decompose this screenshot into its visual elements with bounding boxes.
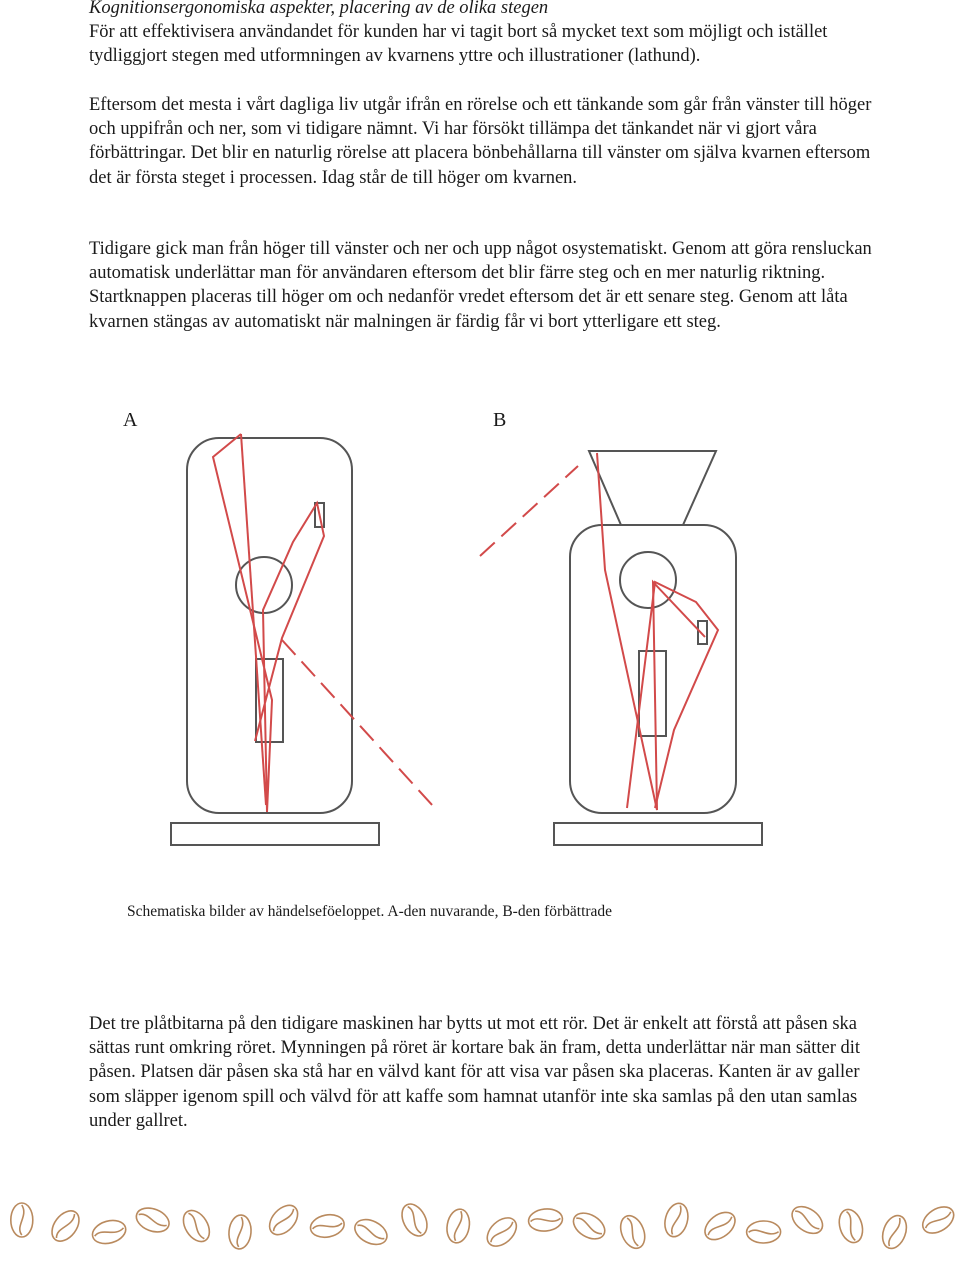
paragraph-intro: För att effektivisera användandet för kunden har vi tagit bort så mycket text som möjligt och istället tydliggjort stegen med utformningen av kvarnens yttre och illustrationer (lathund). [89, 22, 828, 67]
grinder-a-user-path [213, 434, 324, 812]
coffee-bean-icon [46, 1206, 84, 1246]
grinder-b-button [698, 621, 707, 644]
grinder-a-path [213, 434, 433, 812]
grinder-b-path [480, 453, 718, 810]
coffee-bean-icon [444, 1207, 472, 1244]
grinder-b-hopper [589, 451, 716, 525]
grinder-b-dashed-path [480, 466, 578, 556]
figure-label-a: A [123, 409, 138, 431]
grinder-b-dial [620, 552, 676, 608]
grinder-b-body [570, 525, 736, 813]
coffee-bean-icon [482, 1212, 522, 1251]
coffee-bean-icon [569, 1208, 609, 1244]
grinder-b-base [554, 823, 762, 845]
coffee-bean-icon [228, 1214, 253, 1250]
coffee-bean-icon [527, 1207, 563, 1232]
coffee-bean-icon [835, 1207, 866, 1246]
coffee-bean-icon [90, 1217, 129, 1248]
grinder-b-user-path-2 [627, 582, 718, 808]
coffee-bean-icon [351, 1215, 391, 1250]
coffee-bean-icon [264, 1200, 303, 1240]
coffee-bean-icon [700, 1207, 740, 1245]
coffee-bean-icon [918, 1202, 958, 1239]
coffee-bean-icon [133, 1204, 173, 1237]
coffee-bean-icon [309, 1212, 347, 1240]
paragraph-tube: Det tre plåtbitarna på den tidigare maskinen har bytts ut mot ett rör. Det är enkelt att förstå att påsen ska sättas runt omkring röret. Mynningen på röret är kortare bak än fram, detta underlättar när man sätter dit påsen. Platsen där påsen ska stå har en välvd kant för att visa var påsen ska placeras. Kanten är av galler som släpper igenom spill och välvd för att kaffe som hamnat utanför inte ska samlas på den utan samlas under gallret. [89, 1014, 861, 1131]
grinder-b-outline [554, 451, 762, 845]
coffee-bean-icon [661, 1201, 691, 1240]
figure-caption: Schematiska bilder av händelseföeloppet. A-den nuvarande, B-den förbättrade [127, 903, 613, 920]
grinder-a-base [171, 823, 379, 845]
grinder-a-outline [171, 438, 379, 845]
coffee-bean-icon [787, 1201, 827, 1239]
coffee-bean-icon [397, 1200, 432, 1240]
grinder-a-dashed-path [282, 640, 433, 806]
coffee-bean-border [0, 1190, 960, 1261]
coffee-bean-icon [616, 1212, 649, 1252]
section-heading: Kognitionsergonomiska aspekter, placering av de olika stegen [89, 0, 549, 18]
coffee-bean-icon [746, 1221, 780, 1244]
paragraph-reading-direction: Eftersom det mesta i vårt dagliga liv utgår ifrån en rörelse och ett tänkande som går från vänster till höger och uppifrån och ner, som vi tidigare nämnt. Vi har försökt tillämpa det tänkandet när vi gjort våra förbättringar. Det blir en naturlig rörelse att placera bönbehållarna till vänster om själva kvarnen eftersom det är första steget i processen. Idag står de till höger om kvarnen. [89, 95, 872, 188]
coffee-bean-icon [878, 1212, 910, 1251]
grinder-b-container [639, 651, 666, 736]
figure-label-b: B [493, 409, 507, 431]
coffee-bean-icon [178, 1206, 215, 1246]
paragraph-process-steps: Tidigare gick man från höger till vänster och ner och upp något osystematiskt. Genom att göra rensluckan automatisk underlättar man för användaren eftersom det blir färre steg och en mer naturlig riktning. Startknappen placeras till höger om och nedanför vredet eftersom det är ett senare steg. Genom att låta kvarnen stängas av automatiskt när malningen är färdig får vi bort ytterligare ett steg. [89, 239, 872, 332]
coffee-bean-icon [11, 1203, 33, 1237]
